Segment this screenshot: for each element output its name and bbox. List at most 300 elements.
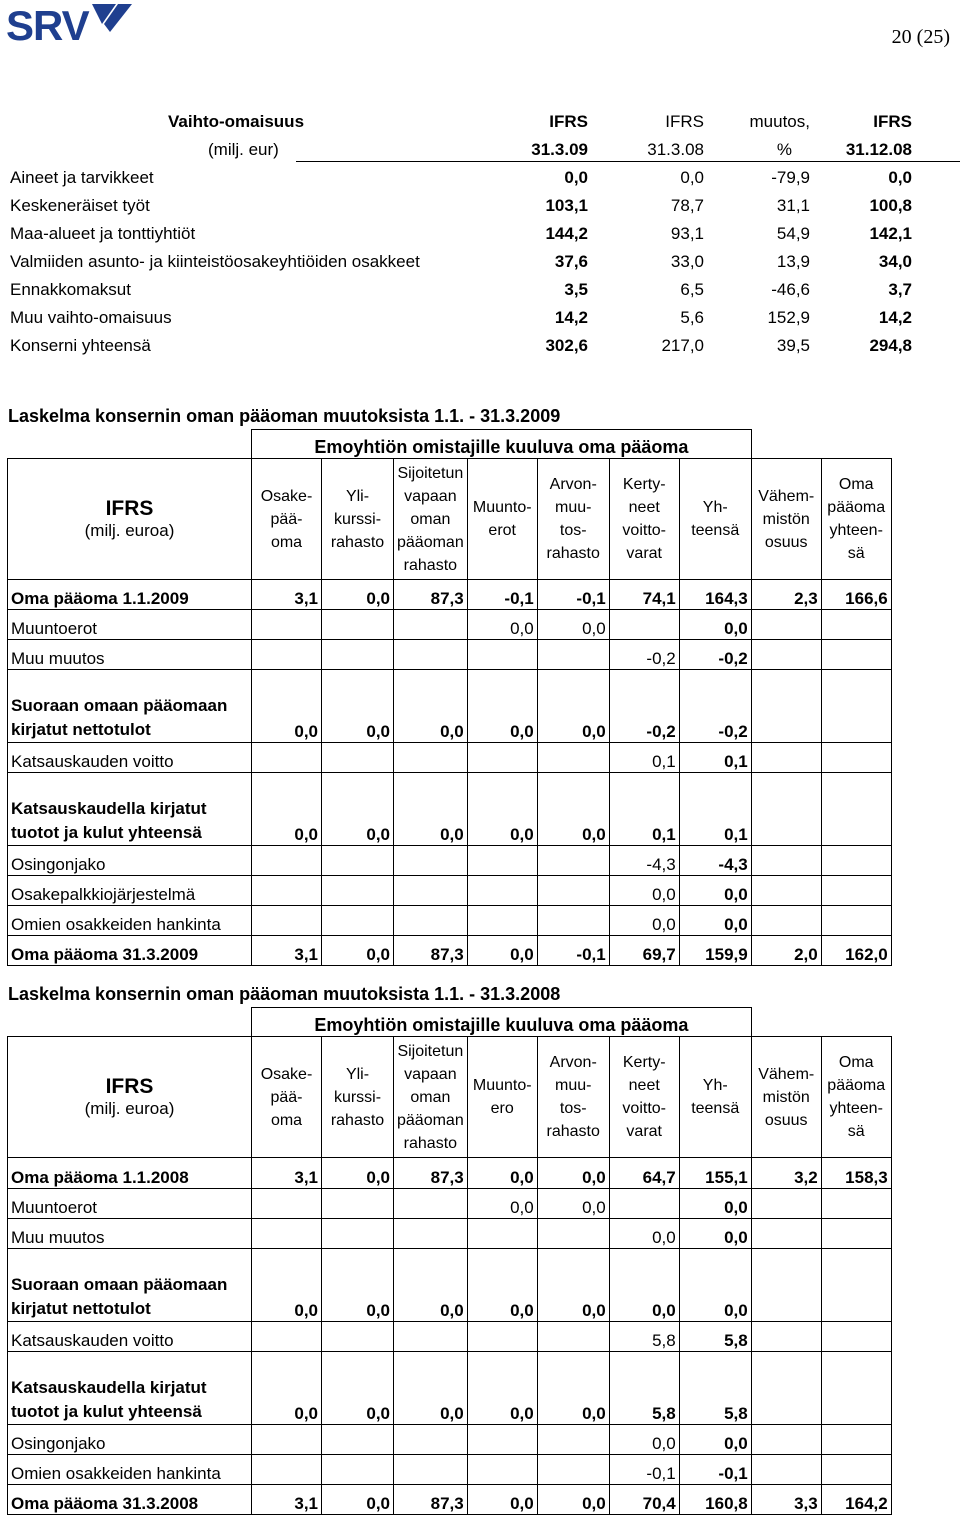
value-cell [537,743,609,773]
value-cell: -0,1 [609,1455,679,1485]
value-cell: 152,9 [767,308,810,327]
column-header: Yh- teensä [679,1037,751,1158]
spacer [8,1008,252,1037]
value-cell: 142,1 [869,224,912,243]
row-label: Aineet ja tarvikkeet [10,168,154,187]
unit-label: (milj. euroa) [84,1099,175,1118]
value-cell [252,610,322,640]
value-cell [751,1455,821,1485]
table-row [8,1189,892,1219]
column-header: Vähem- mistön osuus [751,459,821,580]
inventory-rows [0,164,960,360]
page-number: 20 (25) [891,26,950,48]
value-cell [537,846,609,876]
row-label: Ennakkomaksut [10,280,131,299]
value-cell: 164,3 [679,580,751,610]
row-label: Katsauskauden voitto [8,743,252,773]
value-cell [322,1425,394,1455]
value-cell: 0,0 [322,1352,394,1425]
value-cell: 0,0 [679,1425,751,1455]
col-header: % [776,140,792,159]
group-header-row [8,1008,892,1037]
value-cell [821,1189,891,1219]
column-header: Kerty- neet voitto- varat [609,459,679,580]
value-cell [394,1189,468,1219]
value-cell: -0,1 [537,936,609,966]
value-cell: 33,0 [670,252,704,271]
value-cell: 74,1 [609,580,679,610]
row-label: Muu muutos [8,1219,252,1249]
value-cell [252,846,322,876]
value-cell [322,743,394,773]
value-cell: 0,0 [537,1158,609,1189]
value-cell: -4,3 [679,846,751,876]
column-header: Oma pääoma yhteen- sä [821,459,891,580]
value-cell: 103,1 [545,196,588,215]
value-cell: 159,9 [679,936,751,966]
value-cell: 0,0 [252,1249,322,1322]
row-label: Omien osakkeiden hankinta [8,1455,252,1485]
table-row [8,1158,892,1189]
row-label: Osingonjako [8,846,252,876]
value-cell [821,1219,891,1249]
column-header: Osake- pää- oma [252,1037,322,1158]
value-cell [751,610,821,640]
col-header: 31.12.08 [845,140,912,159]
value-cell: 2,3 [751,580,821,610]
value-cell: 0,0 [679,610,751,640]
value-cell: 0,1 [609,773,679,846]
value-cell: 14,2 [554,308,588,327]
value-cell: -0,1 [537,580,609,610]
value-cell: 0,0 [467,1189,537,1219]
value-cell [537,1455,609,1485]
value-cell: 0,0 [537,773,609,846]
value-cell: 100,8 [869,196,912,215]
value-cell [751,640,821,670]
table-row [0,248,960,276]
equity-2008-table [7,1007,892,1515]
value-cell [821,1352,891,1425]
value-cell: 0,0 [394,1352,468,1425]
value-cell [467,1425,537,1455]
table-row [8,1455,892,1485]
table-row [8,610,892,640]
value-cell: 5,8 [609,1352,679,1425]
value-cell: 160,8 [679,1485,751,1515]
inventory-header-row-2 [0,136,960,164]
table-row [8,876,892,906]
value-cell: -46,6 [771,280,810,299]
column-header-row [8,459,892,580]
value-cell: 294,8 [869,336,912,355]
value-cell [821,846,891,876]
value-cell: 0,0 [609,1249,679,1322]
value-cell [467,640,537,670]
table-row [8,1425,892,1455]
value-cell [467,906,537,936]
value-cell [751,906,821,936]
value-cell [609,1189,679,1219]
value-cell: 69,7 [609,936,679,966]
value-cell: 0,0 [467,670,537,743]
col-header: muutos, [749,112,810,131]
value-cell: 0,0 [252,773,322,846]
value-cell: 3,1 [252,1485,322,1515]
table-row [0,276,960,304]
value-cell: 3,5 [564,280,588,299]
spacer [751,430,891,459]
value-cell [537,640,609,670]
value-cell: 39,5 [776,336,810,355]
value-cell [467,1219,537,1249]
value-cell [751,670,821,743]
row-label: Muu vaihto-omaisuus [10,308,172,327]
row-label: Oma pääoma 1.1.2009 [8,580,252,610]
value-cell: 3,3 [751,1485,821,1515]
value-cell: 0,0 [537,670,609,743]
value-cell: 144,2 [545,224,588,243]
value-cell: 0,0 [322,1249,394,1322]
value-cell [322,640,394,670]
srv-logo [6,2,136,48]
value-cell [252,1455,322,1485]
col-header: IFRS [549,112,588,131]
value-cell: 5,8 [609,1322,679,1352]
value-cell: 217,0 [661,336,704,355]
column-header: Muunto- ero [467,1037,537,1158]
row-label: Osingonjako [8,1425,252,1455]
value-cell [467,1455,537,1485]
value-cell: -0,2 [609,640,679,670]
col-header: IFRS [665,112,704,131]
value-cell: 0,0 [537,610,609,640]
value-cell: 0,0 [467,936,537,966]
column-header: Arvon- muu- tos- rahasto [537,459,609,580]
table-row [8,1219,892,1249]
value-cell: 78,7 [670,196,704,215]
value-cell [252,1189,322,1219]
value-cell: 0,0 [679,1189,751,1219]
value-cell [394,1455,468,1485]
value-cell [751,743,821,773]
value-cell: 0,0 [467,1485,537,1515]
value-cell: 87,3 [394,1485,468,1515]
column-header: Sijoitetun vapaan oman pääoman rahasto [394,459,468,580]
value-cell: 70,4 [609,1485,679,1515]
value-cell [252,906,322,936]
value-cell [394,1425,468,1455]
value-cell: 13,9 [776,252,810,271]
row-label: Muuntoerot [8,1189,252,1219]
value-cell: 0,0 [467,1158,537,1189]
value-cell [394,743,468,773]
ifrs-label: IFRS [105,497,154,520]
table-row [8,1322,892,1352]
value-cell [252,1219,322,1249]
value-cell [821,1455,891,1485]
svg-text:SRV: SRV [6,2,89,48]
spacer [8,430,252,459]
col-header: 31.3.08 [647,140,704,159]
row-label: Oma pääoma 31.3.2009 [8,936,252,966]
value-cell: 0,0 [888,168,912,187]
value-cell: 0,0 [537,1352,609,1425]
table-row [0,332,960,360]
table-row [8,743,892,773]
ifrs-header [8,1037,252,1158]
value-cell: 3,1 [252,580,322,610]
srv-logo-mark [6,2,136,48]
column-header: Yh- teensä [679,459,751,580]
value-cell: 0,1 [679,743,751,773]
table-row [8,580,892,610]
inventory-unit: (milj. eur) [208,140,279,159]
value-cell: 0,0 [394,670,468,743]
table-row [0,220,960,248]
value-cell: 87,3 [394,1158,468,1189]
value-cell: 0,0 [467,773,537,846]
value-cell [751,1322,821,1352]
value-cell [751,1249,821,1322]
value-cell [821,670,891,743]
value-cell [821,640,891,670]
column-header: Oma pääoma yhteen- sä [821,1037,891,1158]
value-cell: 0,0 [679,1219,751,1249]
value-cell [252,1425,322,1455]
column-header: Muunto- erot [467,459,537,580]
value-cell: 0,0 [394,1249,468,1322]
value-cell: 0,1 [679,773,751,846]
row-label: Oma pääoma 1.1.2008 [8,1158,252,1189]
value-cell [821,773,891,846]
value-cell: 5,8 [679,1322,751,1352]
table-row [0,304,960,332]
ifrs-label: IFRS [105,1075,154,1098]
equity-2008-title: Laskelma konsernin oman pääoman muutoksista 1.1. - 31.3.2008 [8,984,561,1004]
row-label: Katsauskauden voitto [8,1322,252,1352]
value-cell [394,640,468,670]
value-cell: 166,6 [821,580,891,610]
value-cell [821,743,891,773]
value-cell [821,906,891,936]
value-cell: -0,1 [679,1455,751,1485]
inventory-title: Vaihto-omaisuus [168,112,305,131]
value-cell: 6,5 [680,280,704,299]
value-cell [821,610,891,640]
value-cell [609,610,679,640]
value-cell: 302,6 [545,336,588,355]
value-cell: 0,0 [467,1249,537,1322]
value-cell: 0,0 [537,1189,609,1219]
value-cell: 0,0 [679,876,751,906]
value-cell: 34,0 [878,252,912,271]
table-row [8,773,892,846]
value-cell: 0,0 [609,876,679,906]
column-header: Osake- pää- oma [252,459,322,580]
value-cell [821,1249,891,1322]
row-label: Konserni yhteensä [10,336,151,355]
row-label: Muuntoerot [8,610,252,640]
value-cell [394,846,468,876]
value-cell [322,846,394,876]
value-cell: 0,0 [322,936,394,966]
value-cell: 0,0 [679,906,751,936]
value-cell: 93,1 [670,224,704,243]
group-header: Emoyhtiön omistajille kuuluva oma pääoma [252,430,752,459]
value-cell [394,876,468,906]
value-cell: 0,0 [322,773,394,846]
table-row [8,640,892,670]
value-cell [252,640,322,670]
value-cell [252,743,322,773]
value-cell: 0,0 [252,670,322,743]
value-cell: 0,0 [679,1249,751,1322]
value-cell [751,773,821,846]
value-cell: 162,0 [821,936,891,966]
value-cell: 54,9 [776,224,810,243]
value-cell [467,1322,537,1352]
row-label: Katsauskaudella kirjatut tuotot ja kulut yhteensä [8,773,252,846]
value-cell [537,876,609,906]
value-cell: 3,1 [252,936,322,966]
value-cell: -0,1 [467,580,537,610]
value-cell: 0,0 [537,1249,609,1322]
value-cell: 3,1 [252,1158,322,1189]
value-cell: -0,2 [679,670,751,743]
value-cell: 87,3 [394,580,468,610]
value-cell [322,1189,394,1219]
value-cell [751,846,821,876]
col-header: 31.3.09 [531,140,588,159]
value-cell: 2,0 [751,936,821,966]
value-cell: 164,2 [821,1485,891,1515]
value-cell: 3,7 [888,280,912,299]
value-cell [751,1352,821,1425]
value-cell [821,1425,891,1455]
value-cell: -0,2 [679,640,751,670]
spacer [751,1008,891,1037]
table-row [8,1352,892,1425]
value-cell: 0,0 [467,610,537,640]
row-label: Katsauskaudella kirjatut tuotot ja kulut yhteensä [8,1352,252,1425]
value-cell: -79,9 [771,168,810,187]
group-header: Emoyhtiön omistajille kuuluva oma pääoma [252,1008,752,1037]
unit-label: (milj. euroa) [84,521,175,540]
row-label: Omien osakkeiden hankinta [8,906,252,936]
value-cell [394,610,468,640]
row-label: Valmiiden asunto- ja kiinteistöosakeyhtiöiden osakkeet [10,252,420,271]
value-cell [394,1219,468,1249]
value-cell: 0,0 [252,1352,322,1425]
row-label: Oma pääoma 31.3.2008 [8,1485,252,1515]
value-cell [537,1322,609,1352]
table-row [8,936,892,966]
value-cell: -0,2 [609,670,679,743]
value-cell: 37,6 [554,252,588,271]
value-cell [537,1425,609,1455]
value-cell: 14,2 [878,308,912,327]
value-cell: 31,1 [776,196,810,215]
value-cell: 5,6 [680,308,704,327]
value-cell: 0,0 [467,1352,537,1425]
inventory-header-row-1 [0,108,960,136]
value-cell [394,906,468,936]
value-cell [821,876,891,906]
table-row [8,846,892,876]
table-row [8,1485,892,1515]
column-header: Vähem- mistön osuus [751,1037,821,1158]
inventory-table [0,108,960,360]
table-row [8,1249,892,1322]
value-cell: 0,0 [537,1485,609,1515]
value-cell: 0,0 [609,1219,679,1249]
value-cell: 0,0 [564,168,588,187]
table-row [8,670,892,743]
row-label: Maa-alueet ja tonttiyhtiöt [10,224,196,243]
table-row [0,164,960,192]
row-label: Suoraan omaan pääomaan kirjatut nettotulot [8,670,252,743]
value-cell [751,1189,821,1219]
table-row [8,906,892,936]
value-cell [322,1322,394,1352]
column-header: Yli- kurssi- rahasto [322,1037,394,1158]
value-cell: 155,1 [679,1158,751,1189]
row-label: Keskeneräiset työt [10,196,150,215]
value-cell [537,906,609,936]
value-cell: 0,0 [322,1158,394,1189]
group-header-row [8,430,892,459]
value-cell [322,610,394,640]
value-cell: -4,3 [609,846,679,876]
value-cell [322,906,394,936]
ifrs-header [8,459,252,580]
value-cell [252,1322,322,1352]
value-cell: 0,0 [609,1425,679,1455]
column-header: Arvon- muu- tos- rahasto [537,1037,609,1158]
row-label: Osakepalkkiojärjestelmä [8,876,252,906]
column-header: Yli- kurssi- rahasto [322,459,394,580]
column-header-row [8,1037,892,1158]
row-label: Muu muutos [8,640,252,670]
value-cell [467,846,537,876]
equity-2009-table [7,429,892,966]
value-cell: 3,2 [751,1158,821,1189]
value-cell: 158,3 [821,1158,891,1189]
value-cell [394,1322,468,1352]
table-row [0,192,960,220]
value-cell [751,1219,821,1249]
value-cell: 0,0 [322,670,394,743]
value-cell: 0,0 [609,906,679,936]
value-cell: 5,8 [679,1352,751,1425]
value-cell: 0,0 [322,1485,394,1515]
value-cell [467,876,537,906]
value-cell [751,876,821,906]
value-cell: 64,7 [609,1158,679,1189]
column-header: Sijoitetun vapaan oman pääoman rahasto [394,1037,468,1158]
value-cell [252,876,322,906]
value-cell [821,1322,891,1352]
value-cell: 0,0 [680,168,704,187]
value-cell: 87,3 [394,936,468,966]
value-cell [751,1425,821,1455]
value-cell: 0,0 [394,773,468,846]
equity-2009-title: Laskelma konsernin oman pääoman muutoksista 1.1. - 31.3.2009 [8,406,561,426]
value-cell [322,1455,394,1485]
value-cell [322,1219,394,1249]
value-cell [467,743,537,773]
